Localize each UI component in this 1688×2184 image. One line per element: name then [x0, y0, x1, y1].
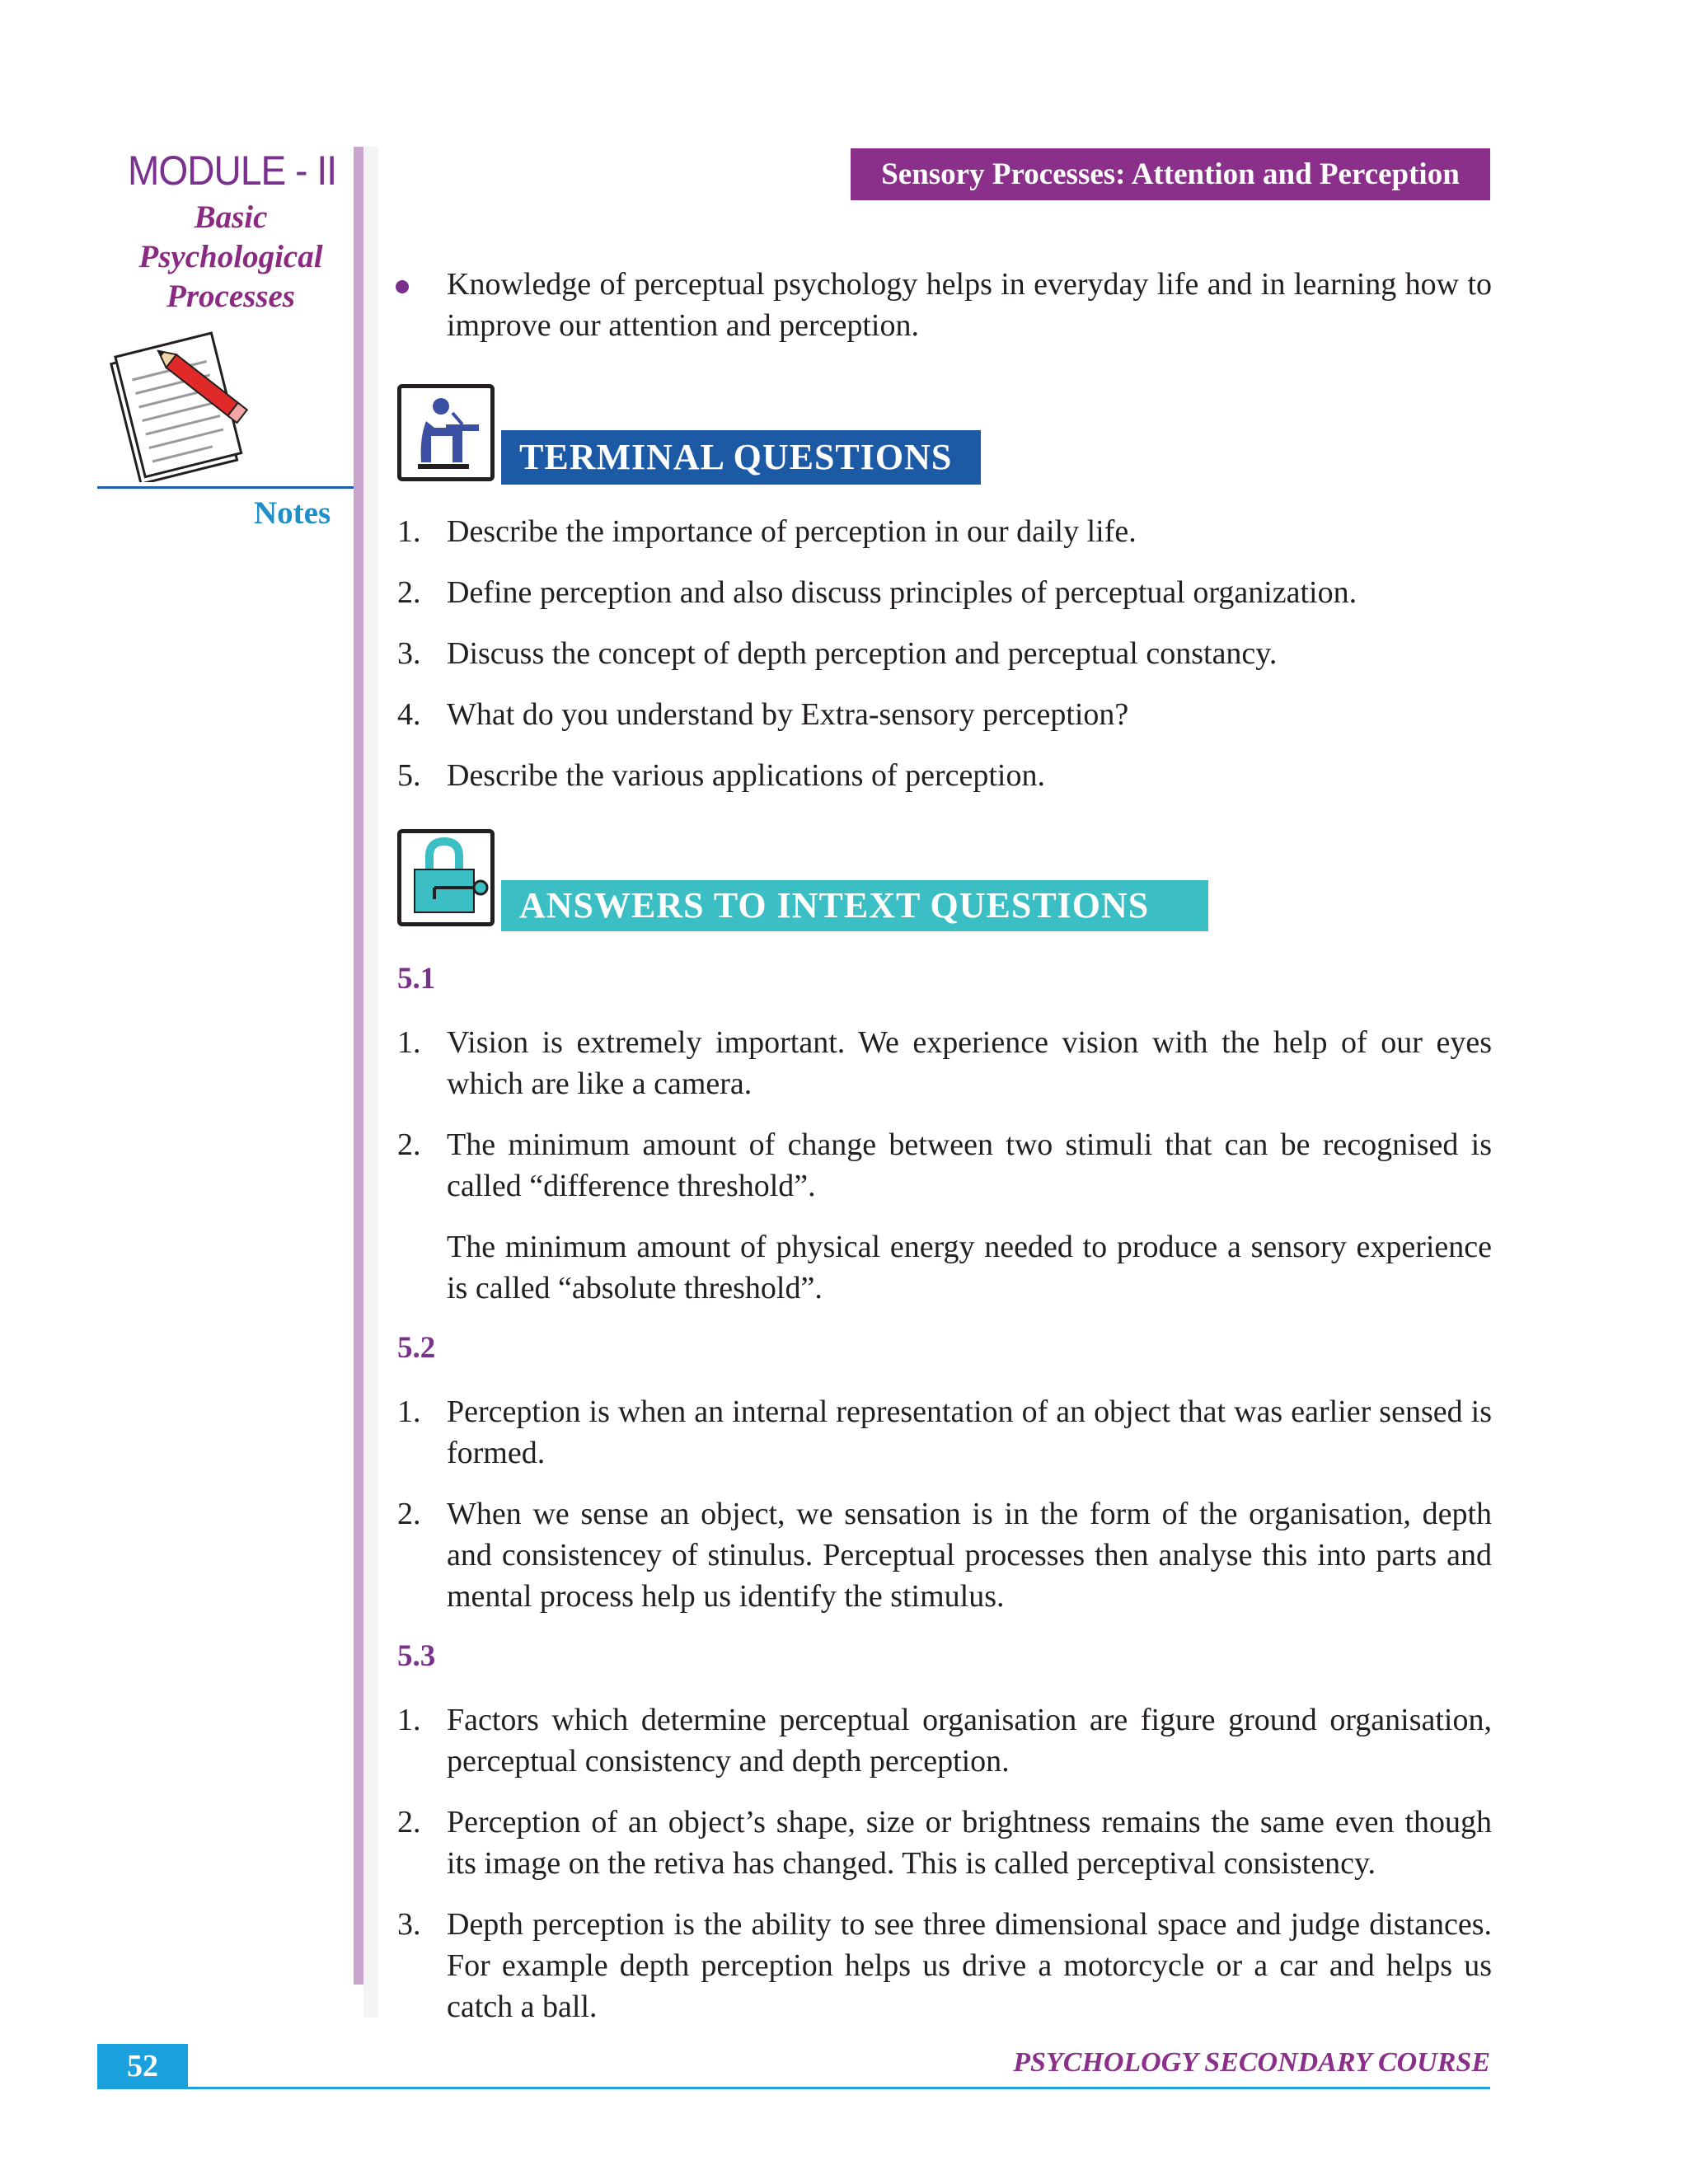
notes-label: Notes — [254, 495, 331, 531]
terminal-questions-heading: TERMINAL QUESTIONS — [501, 430, 981, 485]
section-label: 5.2 — [397, 1331, 436, 1365]
question-number: 1. — [397, 514, 421, 549]
bullet-icon — [396, 280, 409, 293]
answers-heading: ANSWERS TO INTEXT QUESTIONS — [501, 880, 1208, 931]
notebook-pencil-icon — [95, 326, 260, 486]
question-number: 2. — [397, 575, 421, 610]
answer-text: The minimum amount of change between two stimuli that can be recognised is called “difference threshold”. — [447, 1127, 1492, 1203]
margin-bar — [354, 147, 363, 1985]
section-label: 5.3 — [397, 1639, 436, 1673]
chapter-title: Sensory Processes: Attention and Perception — [851, 148, 1490, 200]
intro-bullet-text: Knowledge of perceptual psychology helps in everyday life and in learning how to improve our attention and perception. — [447, 267, 1492, 343]
student-writing-icon — [397, 384, 495, 481]
course-title: PSYCHOLOGY SECONDARY COURSE — [1013, 2047, 1490, 2078]
lock-key-icon — [397, 829, 495, 926]
module-subtitle-line: Processes — [166, 279, 295, 314]
answer-number: 1. — [397, 1025, 421, 1060]
answer-text: Factors which determine perceptual organisation are figure ground organisation, perceptual consistency and depth perception. — [447, 1703, 1492, 1779]
question-number: 5. — [397, 758, 421, 793]
question-text: Describe the various applications of perception. — [447, 758, 1045, 793]
notes-divider — [97, 486, 354, 489]
module-subtitle-line: Basic — [194, 199, 268, 235]
answer-text: When we sense an object, we sensation is in the form of the organisation, depth and consistencey of stinulus. Perceptual processes then analyse this into parts and mental process help us identify the stimulus. — [447, 1497, 1492, 1614]
margin-shade — [363, 147, 378, 2018]
question-number: 4. — [397, 697, 421, 732]
answer-text: The minimum amount of physical energy needed to produce a sensory experience is called “absolute threshold”. — [447, 1230, 1492, 1305]
answer-text: Depth perception is the ability to see three dimensional space and judge distances. For example depth perception helps us drive a motorcycle or a car and helps us catch a ball. — [447, 1907, 1492, 2024]
answer-number: 1. — [397, 1703, 421, 1737]
question-text: Describe the importance of perception in our daily life. — [447, 514, 1137, 549]
module-subtitle-line: Psychological — [138, 239, 323, 274]
question-text: What do you understand by Extra-sensory perception? — [447, 697, 1129, 732]
page-number: 52 — [97, 2044, 188, 2089]
section-label: 5.1 — [397, 962, 436, 996]
answer-number: 2. — [397, 1127, 421, 1162]
answer-number: 2. — [397, 1805, 421, 1840]
answer-number: 2. — [397, 1497, 421, 1531]
question-text: Define perception and also discuss principles of perceptual organization. — [447, 575, 1357, 610]
question-number: 3. — [397, 636, 421, 671]
question-text: Discuss the concept of depth perception and perceptual constancy. — [447, 636, 1278, 671]
answer-number: 3. — [397, 1907, 421, 1942]
answer-number: 1. — [397, 1394, 421, 1429]
footer-divider — [97, 2087, 1490, 2089]
module-subtitle — [107, 198, 354, 316]
answer-text: Perception is when an internal representation of an object that was earlier sensed is formed. — [447, 1394, 1492, 1470]
answer-text: Vision is extremely important. We experience vision with the help of our eyes which are like a camera. — [447, 1025, 1492, 1101]
answer-text: Perception of an object’s shape, size or brightness remains the same even though its image on the retiva has changed. This is called perceptival consistency. — [447, 1805, 1492, 1881]
module-title: MODULE - II — [128, 148, 337, 194]
